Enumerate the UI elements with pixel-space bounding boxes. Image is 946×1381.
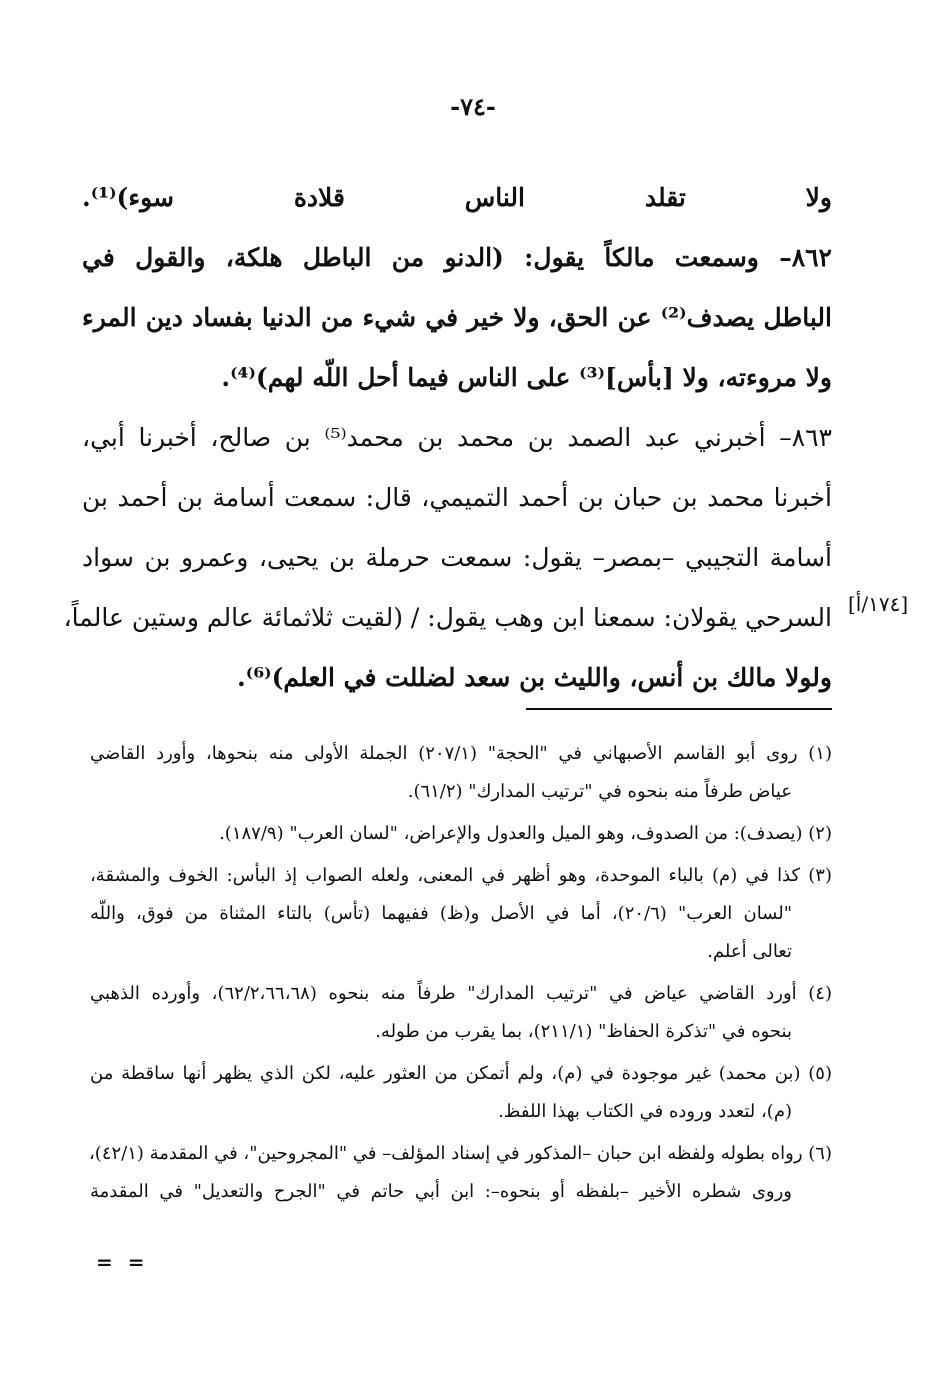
main-line-2: ٨٦٢– وسمعت مالكاً يقول: (الدنو من الباطل هلكة، والقول في <box>82 243 832 272</box>
continuation-mark: = = <box>96 1250 149 1274</box>
main-line-8: السرحي يقولان: سمعنا ابن وهب يقول: / (لقيت ثلاثمائة عالم وستين عالماً، <box>63 603 832 632</box>
footnote-line: (٤) أورد القاضي عياض في "ترتيب المدارك" طرفاً منه بنحوه (٦٢/٢،٦٦،٦٨)، وأورده الذهبي <box>90 983 832 1004</box>
footnote-separator <box>526 708 832 710</box>
main-line-1: ولا تقلد الناس قلادة سوء)⁽¹⁾. <box>82 183 832 212</box>
footnote-1 <box>90 735 832 811</box>
footnote-line: (٦) رواه بطوله ولفظه ابن حبان –المذكور في إسناد المؤلف– في "المجروحين"، في المقدمة (٤٢/١)، <box>88 1143 832 1164</box>
footnote-line: (م)، لتعدد وروده في الكتاب بهذا اللفظ. <box>498 1101 792 1122</box>
main-line-5: ٨٦٣– أخبرني عبد الصمد بن محمد بن محمد⁽⁵⁾ بن صالح، أخبرنا أبي، <box>82 423 832 452</box>
footnote-line: تعالى أعلم. <box>707 941 792 962</box>
footnote-line: "لسان العرب" (٢٠/٦)، أما في الأصل و(ظ) ففيهما (تأس) بالتاء المثناة من فوق، واللّه <box>90 903 792 924</box>
main-line-6: أخبرنا محمد بن حبان بن أحمد التميمي، قال: سمعت أسامة بن أحمد بن <box>82 483 832 512</box>
main-text <box>63 168 832 708</box>
main-line-9: ولولا مالك بن أنس، والليث بن سعد لضللت في العلم)⁽⁶⁾. <box>237 663 832 692</box>
footnotes <box>90 735 832 1215</box>
footnote-2 <box>90 815 832 853</box>
footnote-line: (٣) كذا في (م) بالباء الموحدة، وهو أظهر في المعنى، ولعله الصواب إذ البأس: الخوف والمشقة، <box>90 865 832 886</box>
footnote-line: (٥) (بن محمد) غير موجودة في (م)، ولم أتمكن من العثور عليه، لكن الذي يظهر أنها ساقطة من <box>90 1063 832 1084</box>
footnote-4 <box>90 975 832 1051</box>
footnote-line: بنحوه في "تذكرة الحفاظ" (٢١١/١)، بما يقرب من طوله. <box>375 1021 792 1042</box>
footnote-line: عياض طرفاً منه بنحوه في "ترتيب المدارك" (٦١/٢). <box>407 781 792 802</box>
footnote-line: وروى شطره الأخير –بلفظه أو بنحوه–: ابن أبي حاتم في "الجرح والتعديل" في المقدمة <box>90 1181 792 1202</box>
main-line-4: ولا مروءته، ولا [بأس]⁽³⁾ على الناس فيما أحل اللّه لهم)⁽⁴⁾. <box>221 363 832 392</box>
margin-folio-note: [١٧٤/أ] <box>848 592 909 616</box>
footnote-5 <box>90 1055 832 1131</box>
main-line-3: الباطل يصدف⁽²⁾ عن الحق، ولا خير في شيء من الدنيا بفساد دين المرء <box>82 303 832 332</box>
footnote-line: (١) روى أبو القاسم الأصبهاني في "الحجة" (٢٠٧/١) الجملة الأولى منه بنحوها، وأورد القاضي <box>90 743 832 764</box>
page-number: -٧٤- <box>450 92 496 121</box>
footnote-6 <box>90 1135 832 1211</box>
main-line-7: أسامة التجيبي –بمصر– يقول: سمعت حرملة بن يحيى، وعمرو بن سواد <box>82 543 832 572</box>
footnote-line: (٢) (يصدف): من الصدوف، وهو الميل والعدول والإعراض، "لسان العرب" (١٨٧/٩). <box>219 823 832 844</box>
footnote-3 <box>90 857 832 971</box>
